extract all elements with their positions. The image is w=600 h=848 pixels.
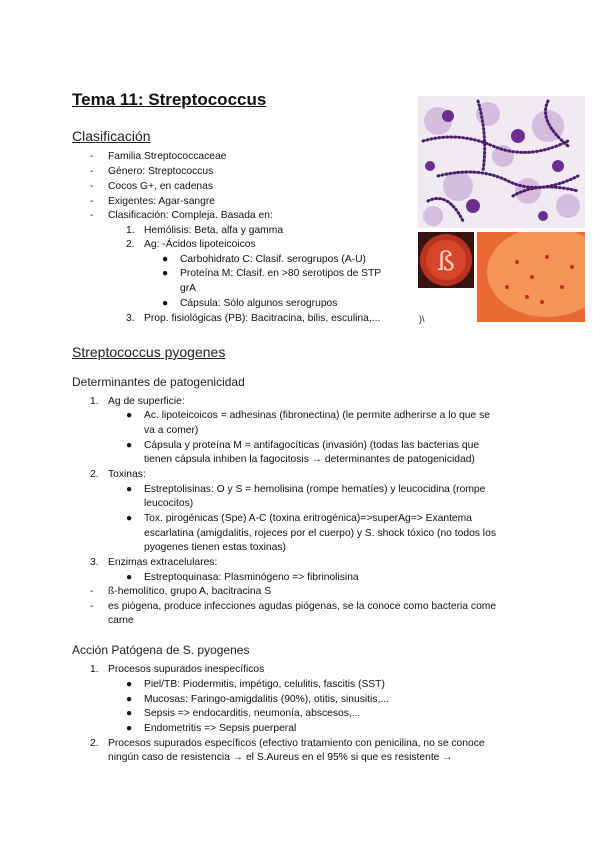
list-item-continuation: pyogenes tienen estas toxinas) — [144, 542, 286, 553]
dash-marker: - — [90, 166, 94, 177]
list-item: Procesos supurados específicos (efectivo tratamiento con penicilina, no se conoce — [108, 738, 485, 749]
bullet-marker: ● — [126, 440, 133, 451]
subheading-accion-patogena: Acción Patógena de S. pyogenes — [72, 643, 250, 657]
number-marker: 1. — [90, 664, 99, 675]
number-marker: 2. — [90, 469, 99, 480]
dash-marker: - — [90, 601, 94, 612]
bullet-marker: ● — [126, 723, 133, 734]
bullet-marker: ● — [126, 410, 133, 421]
subheading-determinantes: Determinantes de patogenicidad — [72, 375, 245, 389]
section-heading-clasificacion: Clasificación — [72, 128, 151, 144]
list-item: Prop. fisiológicas (PB): Bacitracina, bilis, esculina,... — [144, 313, 381, 324]
beta-hemolysis-plate-image — [418, 232, 474, 288]
list-item: Ag de superficie: — [108, 396, 185, 407]
list-item-continuation: escarlatina (amigdalitis, rojeces por el cuerpo) y S. shock tóxico (no todos los — [144, 528, 496, 539]
list-item: Género: Streptococcus — [108, 166, 214, 177]
list-item: Piel/TB: Piodermitis, impétigo, celulitis, fascitis (SST) — [144, 679, 385, 690]
dash-marker: - — [90, 210, 94, 221]
list-item: ß-hemolítico, grupo A, bacitracina S — [108, 586, 272, 597]
list-item: Enzimas extracelulares: — [108, 557, 218, 568]
bullet-marker: ● — [126, 708, 133, 719]
dash-marker: - — [90, 196, 94, 207]
list-item-continuation: grA — [180, 283, 197, 294]
list-item: Cocos G+, en cadenas — [108, 181, 214, 192]
bullet-marker: ● — [126, 484, 133, 495]
stray-mark: )\ — [419, 314, 425, 324]
list-item: Familia Streptococcaceae — [108, 151, 227, 162]
list-item-continuation: carne — [108, 615, 134, 626]
list-item: Cápsula: Sólo algunos serogrupos — [180, 298, 338, 309]
number-marker: 3. — [126, 313, 135, 324]
list-item: Carbohidrato C: Clasif. serogrupos (A-U) — [180, 254, 366, 265]
list-item: Sepsis => endocarditis, neumonía, abscesos,... — [144, 708, 361, 719]
micrograph-image — [418, 96, 585, 228]
beta-symbol: ß — [437, 247, 455, 277]
list-item: Endometritis => Sepsis puerperal — [144, 723, 297, 734]
list-item: Tox. pirogénicas (Spe) A-C (toxina eritrogénica)=>superAg=> Exantema — [144, 513, 472, 524]
list-item: Estreptoquinasa: Plasminógeno => fibrinolisina — [144, 572, 359, 583]
list-item: Clasificación: Compleja. Basada en: — [108, 210, 273, 221]
page-title: Tema 11: Streptococcus — [72, 90, 267, 109]
number-marker: 2. — [90, 738, 99, 749]
dash-marker: - — [90, 151, 94, 162]
list-item: Proteína M: Clasif. en >80 serotipos de STP — [180, 268, 382, 279]
list-item: Ag: -Ácidos lipoteicoicos — [144, 239, 256, 250]
number-marker: 2. — [126, 239, 135, 250]
list-item-continuation: tienen cápsula inhiben la fagocitosis → determinantes de patogenicidad) — [144, 454, 475, 465]
dash-marker: - — [90, 181, 94, 192]
list-item: Hemólisis: Beta, alfa y gamma — [144, 225, 284, 236]
number-marker: 3. — [90, 557, 99, 568]
list-item-continuation: leucocitos) — [144, 498, 194, 509]
blood-agar-culture-image — [477, 232, 585, 322]
section-heading-pyogenes: Streptococcus pyogenes — [72, 344, 226, 360]
number-marker: 1. — [126, 225, 135, 236]
bullet-marker: ● — [126, 572, 133, 583]
bullet-marker: ● — [162, 254, 169, 265]
list-item: Mucosas: Faringo-amigdalitis (90%), otitis, sinusitis,... — [144, 694, 389, 705]
list-item: Procesos supurados inespecíficos — [108, 664, 265, 675]
list-item-continuation: ningún caso de resistencia → el S.Aureus en el 95% si que es resistente → — [108, 752, 453, 763]
list-item: Estreptolisinas: O y S = hemolisina (rompe hematíes) y leucocidina (rompe — [144, 484, 486, 495]
list-item-continuation: va a comer) — [144, 425, 199, 436]
bullet-marker: ● — [126, 694, 133, 705]
dash-marker: - — [90, 586, 94, 597]
number-marker: 1. — [90, 396, 99, 407]
bullet-marker: ● — [162, 298, 169, 309]
bullet-marker: ● — [162, 268, 169, 279]
bullet-marker: ● — [126, 679, 133, 690]
list-item: Toxinas: — [108, 469, 146, 480]
list-item: Cápsula y proteína M = antifagocíticas (invasión) (todas las bacterias que — [144, 440, 480, 451]
bullet-marker: ● — [126, 513, 133, 524]
list-item: es piógena, produce infecciones agudas piógenas, se la conoce como bacteria come — [108, 601, 497, 612]
list-item: Exigentes: Agar-sangre — [108, 196, 216, 207]
list-item: Ac. lipoteicoicos = adhesinas (fibronectina) (le permite adherirse a lo que se — [144, 410, 490, 421]
